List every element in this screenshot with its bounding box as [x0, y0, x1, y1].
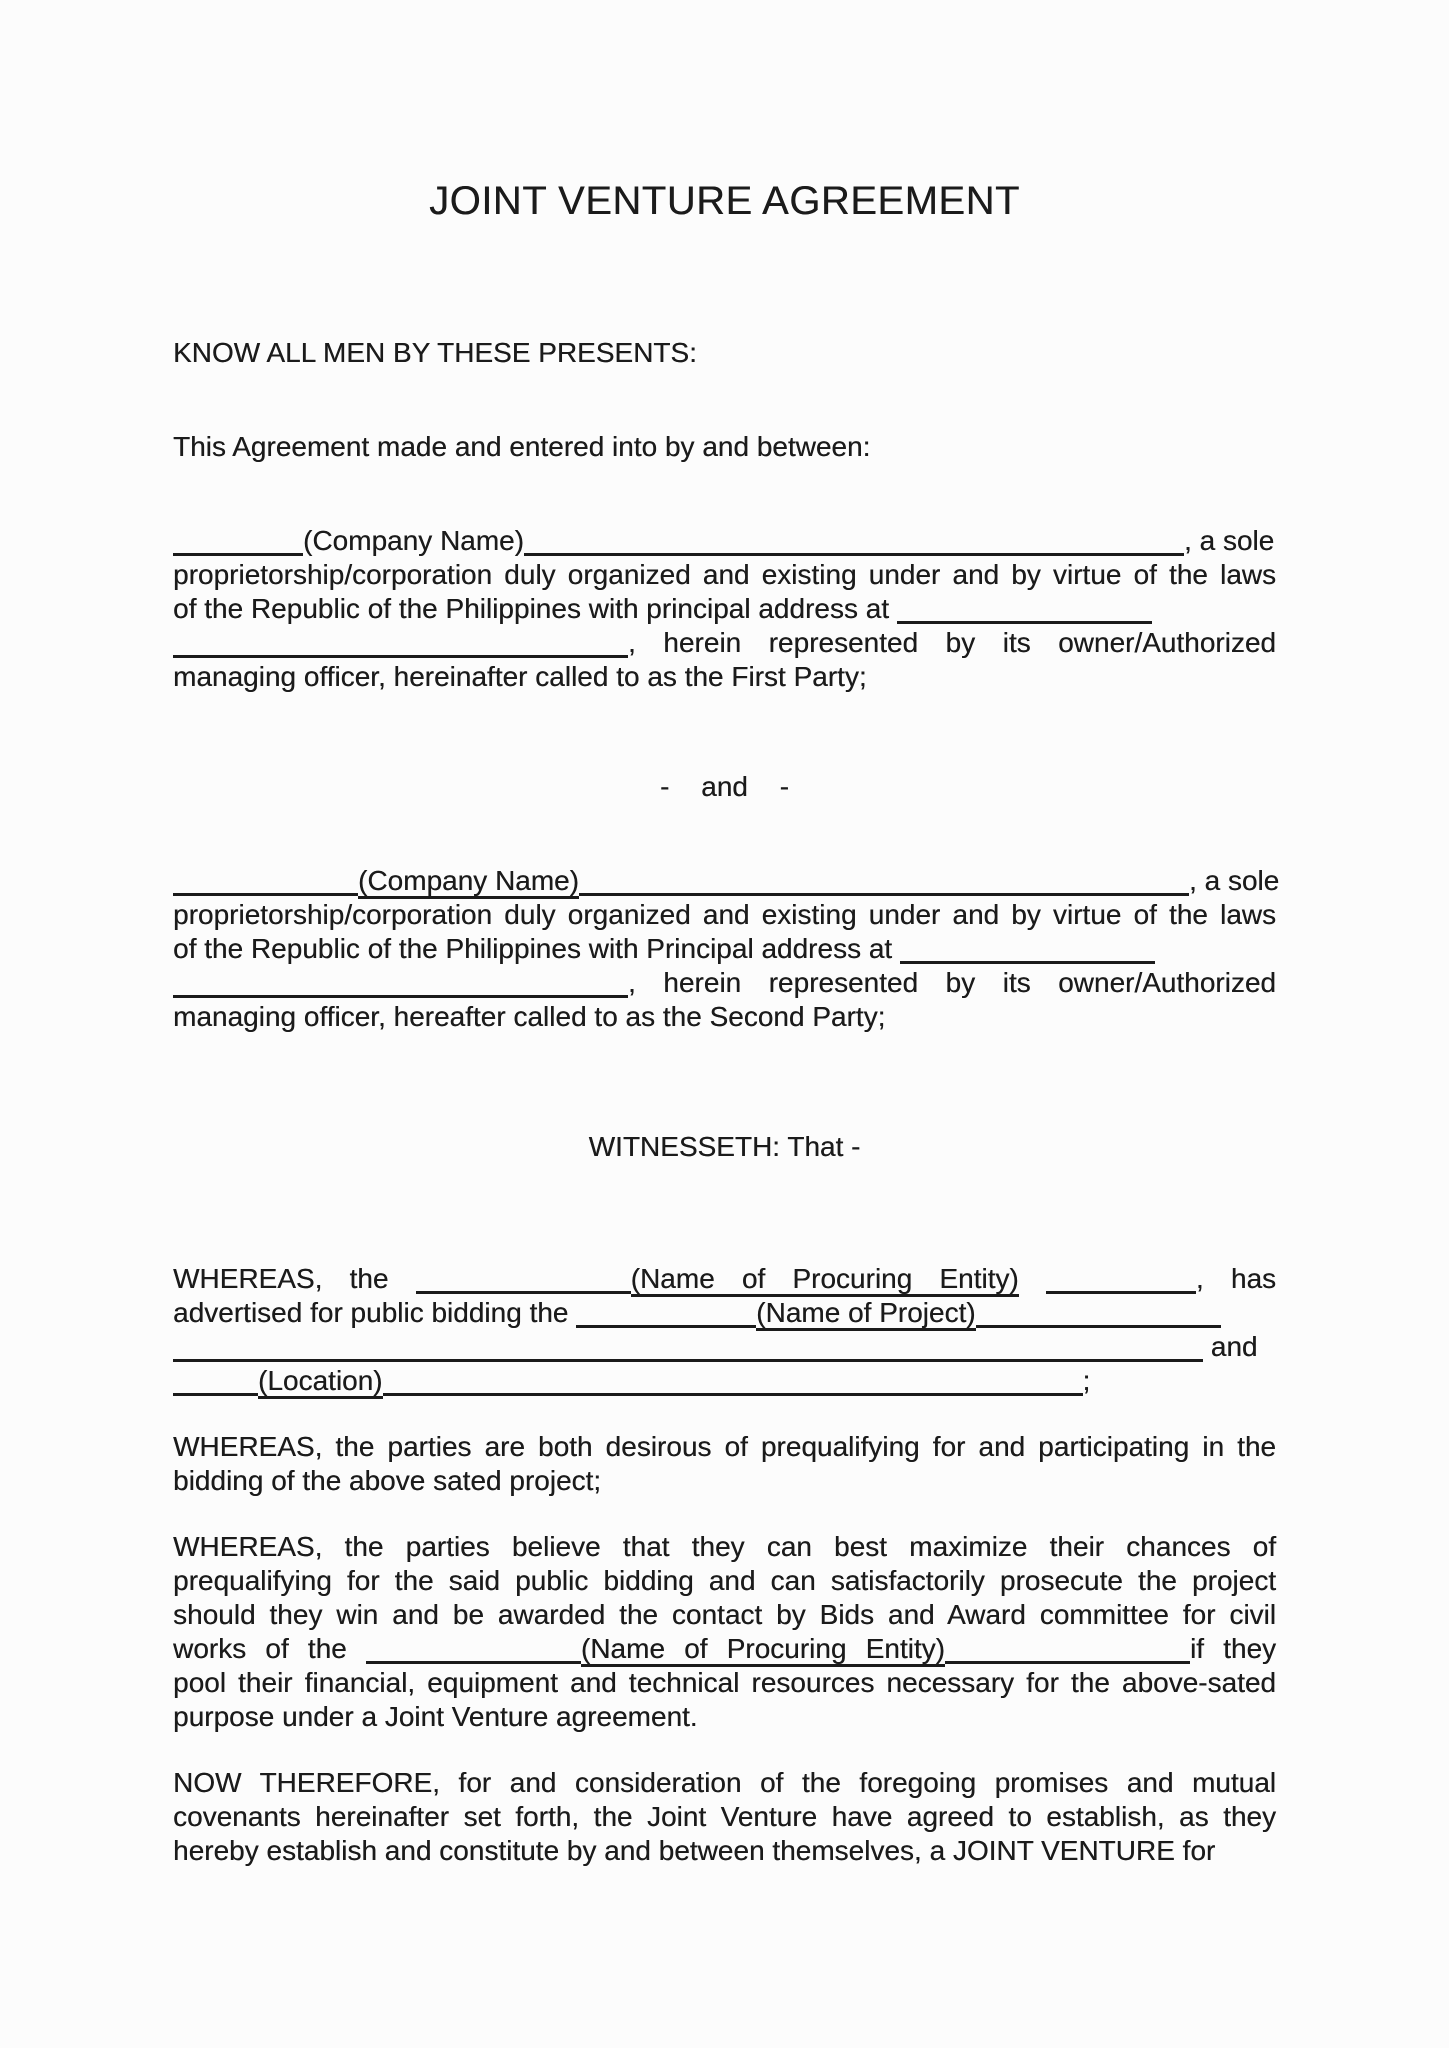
whereas-believe-line-3: should they win and be awarded the contact by Bids and Award committee for civil	[173, 1599, 1276, 1630]
second-party-line-5: managing officer, hereafter called to as the Second Party;	[173, 1001, 886, 1032]
believe-procuring-entity-label: (Name of Procuring Entity)	[581, 1633, 945, 1667]
whereas-believe-clause	[173, 1530, 1276, 1734]
second-party-line-4-text: , herein represented by its owner/Authorized	[628, 967, 1276, 998]
now-therefore-line-2: covenants hereinafter set forth, the Joint Venture have agreed to establish, as they	[173, 1801, 1276, 1832]
first-party-line-2: proprietorship/corporation duly organized and existing under and by virtue of the laws	[173, 559, 1276, 590]
whereas-bidding-has-suffix: , has	[1195, 1263, 1277, 1294]
first-company-name-label: (Company Name)	[303, 525, 524, 556]
whereas-believe-line-1: WHEREAS, the parties believe that they can best maximize their chances of	[173, 1531, 1276, 1562]
second-party-line-3	[173, 932, 1276, 966]
opening-line: KNOW ALL MEN BY THESE PRESENTS:	[173, 337, 697, 368]
first-party-line-4-text: , herein represented by its owner/Authorized	[628, 627, 1276, 658]
whereas-desirous-clause	[173, 1430, 1276, 1498]
procuring-entity-label: (Name of Procuring Entity)	[631, 1263, 1019, 1297]
blank-second-company-name	[579, 869, 1189, 896]
second-party-line-4	[173, 966, 1276, 1000]
whereas-believe-line-4	[173, 1632, 1276, 1666]
now-therefore-line-1: NOW THEREFORE, for and consideration of the foregoing promises and mutual	[173, 1767, 1276, 1798]
whereas-believe-line-2: prequalifying for the said public bidding and can satisfactorily prosecute the project	[173, 1565, 1276, 1596]
whereas-believe-line-4-post: if they	[1189, 1633, 1277, 1664]
second-company-name-label: (Company Name)	[358, 865, 579, 899]
blank-believe-entity-prefix	[366, 1637, 581, 1664]
whereas-believe-line-5: pool their financial, equipment and technical resources necessary for the above-sated	[173, 1667, 1276, 1698]
witnesseth-heading: WITNESSETH: That -	[588, 1131, 861, 1162]
first-party-line-3	[173, 592, 1276, 626]
whereas-believe-line-6: purpose under a Joint Venture agreement.	[173, 1701, 698, 1732]
project-name-label: (Name of Project)	[756, 1297, 975, 1331]
whereas-bidding-and-word: and	[1210, 1331, 1258, 1362]
now-therefore-clause	[173, 1766, 1276, 1868]
blank-believe-entity-suffix	[945, 1637, 1190, 1664]
now-therefore-line-3: hereby establish and constitute by and between themselves, a JOINT VENTURE for	[173, 1835, 1216, 1866]
and-separator: - and -	[660, 771, 789, 802]
whereas-bidding-line-4	[173, 1364, 1276, 1398]
blank-second-principal-address	[900, 937, 1155, 964]
whereas-bidding-line-3	[173, 1330, 1276, 1364]
document-title: JOINT VENTURE AGREEMENT	[429, 179, 1020, 223]
whereas-desirous-line-2: bidding of the above sated project;	[173, 1465, 602, 1496]
blank-procuring-entity-prefix	[416, 1267, 631, 1294]
whereas-bidding-line-2-text: advertised for public bidding the	[173, 1297, 569, 1328]
second-party-sole-suffix: , a sole	[1188, 865, 1280, 896]
whereas-believe-line-4-pre: works of the	[173, 1633, 347, 1664]
location-label: (Location)	[258, 1365, 383, 1399]
blank-project-suffix	[976, 1301, 1221, 1328]
blank-project-continued	[173, 1335, 1203, 1362]
blank-procuring-entity-suffix	[1046, 1267, 1196, 1294]
second-party-line-2: proprietorship/corporation duly organized and existing under and by virtue of the laws	[173, 899, 1276, 930]
blank-first-company-prefix	[173, 529, 303, 556]
document-content	[173, 0, 1280, 1868]
blank-first-principal-address	[897, 597, 1152, 624]
blank-second-address-continued	[173, 971, 628, 998]
first-party-clause	[173, 524, 1276, 694]
whereas-bidding-lead: WHEREAS, the	[173, 1263, 389, 1294]
blank-second-company-prefix	[173, 869, 358, 896]
intro-line: This Agreement made and entered into by and between:	[173, 431, 871, 462]
blank-location-prefix	[173, 1369, 258, 1396]
blank-location-value	[383, 1369, 1083, 1396]
second-party-clause	[173, 864, 1280, 1034]
second-party-line-3-text: of the Republic of the Philippines with Principal address at	[173, 933, 893, 964]
whereas-bidding-clause	[173, 1262, 1276, 1398]
whereas-bidding-semicolon: ;	[1082, 1365, 1091, 1396]
first-party-line-4	[173, 626, 1276, 660]
first-party-sole-suffix: , a sole	[1183, 525, 1275, 556]
whereas-bidding-line-2	[173, 1296, 1276, 1330]
second-party-line-1	[173, 864, 1280, 898]
whereas-bidding-line-1	[173, 1262, 1276, 1296]
blank-first-address-continued	[173, 631, 628, 658]
first-party-line-5: managing officer, hereinafter called to as the First Party;	[173, 661, 867, 692]
first-party-line-1	[173, 524, 1276, 558]
blank-first-company-name	[524, 529, 1184, 556]
first-party-line-3-text: of the Republic of the Philippines with principal address at	[173, 593, 889, 624]
blank-project-prefix	[576, 1301, 756, 1328]
whereas-desirous-line-1: WHEREAS, the parties are both desirous of prequalifying for and participating in the	[173, 1431, 1276, 1462]
